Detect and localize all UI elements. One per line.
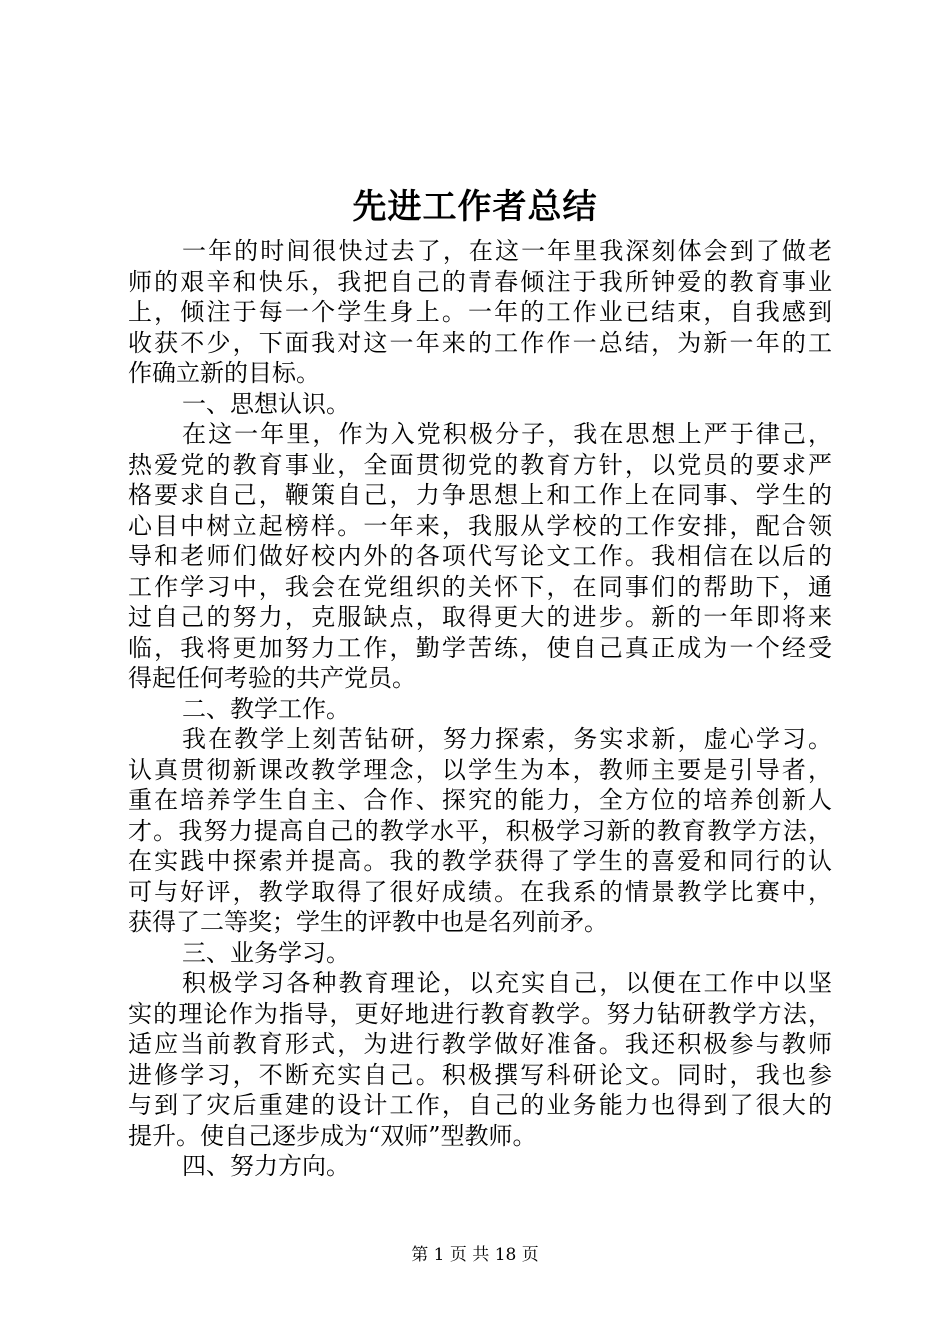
body-line: 一年的时间很快过去了，在这一年里我深刻体会到了做老 xyxy=(182,237,832,265)
body-line: 心目中树立起榜样。一年来，我服从学校的工作安排，配合领 xyxy=(128,511,832,540)
body-line: 提升。使自己逐步成为“双师”型教师。 xyxy=(128,1121,537,1150)
body-line: 临，我将更加努力工作，勤学苦练，使自己真正成为一个经受 xyxy=(128,633,832,662)
body-line: 一、思想认识。 xyxy=(182,389,350,418)
body-line: 四、努力方向。 xyxy=(182,1152,350,1180)
body-line: 进修学习，不断充实自己。积极撰写科研论文。同时，我也参 xyxy=(128,1060,832,1089)
body-line: 积极学习各种教育理论，以充实自己，以便在工作中以坚 xyxy=(182,969,832,997)
body-line: 才。我努力提高自己的教学水平，积极学习新的教育教学方法， xyxy=(128,816,832,845)
body-line: 过自己的努力，克服缺点，取得更大的进步。新的一年即将来 xyxy=(128,603,832,631)
body-line: 可与好评，教学取得了很好成绩。在我系的情景教学比赛中， xyxy=(128,877,832,906)
body-line: 在这一年里，作为入党积极分子，我在思想上严于律己， xyxy=(182,420,832,448)
body-line: 格要求自己，鞭策自己，力争思想上和工作上在同事、学生的 xyxy=(128,481,832,509)
body-line: 热爱党的教育事业，全面贯彻党的教育方针，以党员的要求严 xyxy=(128,450,832,479)
body-line: 得起任何考验的共产党员。 xyxy=(128,664,416,692)
document-title: 先进工作者总结 xyxy=(352,187,598,227)
body-line: 我在教学上刻苦钻研，努力探索，务实求新，虚心学习。 xyxy=(182,725,832,753)
body-line: 上，倾注于每一个学生身上。一年的工作业已结束，自我感到 xyxy=(128,298,832,326)
body-line: 认真贯彻新课改教学理念，以学生为本，教师主要是引导者， xyxy=(128,755,832,784)
body-line: 师的艰辛和快乐，我把自己的青春倾注于我所钟爱的教育事业 xyxy=(128,267,832,296)
body-line: 适应当前教育形式，为进行教学做好准备。我还积极参与教师 xyxy=(128,1030,832,1058)
body-line: 实的理论作为指导，更好地进行教育教学。努力钻研教学方法， xyxy=(128,999,832,1028)
body-line: 在实践中探索并提高。我的教学获得了学生的喜爱和同行的认 xyxy=(128,847,832,875)
body-line: 三、业务学习。 xyxy=(182,938,350,967)
body-line: 收获不少，下面我对这一年来的工作作一总结，为新一年的工 xyxy=(128,328,832,357)
page-footer: 第 1 页 共 18 页 xyxy=(411,1245,539,1265)
body-line: 重在培养学生自主、合作、探究的能力，全方位的培养创新人 xyxy=(128,786,832,814)
body-line: 工作学习中，我会在党组织的关怀下，在同事们的帮助下，通 xyxy=(128,572,832,601)
body-line: 作确立新的目标。 xyxy=(128,359,320,387)
body-line: 获得了二等奖；学生的评教中也是名列前矛。 xyxy=(128,908,608,936)
body-line: 导和老师们做好校内外的各项代写论文工作。我相信在以后的 xyxy=(128,542,832,570)
body-line: 与到了灾后重建的设计工作，自己的业务能力也得到了很大的 xyxy=(128,1091,832,1119)
document-body xyxy=(128,236,832,1182)
body-line: 二、教学工作。 xyxy=(182,694,350,723)
